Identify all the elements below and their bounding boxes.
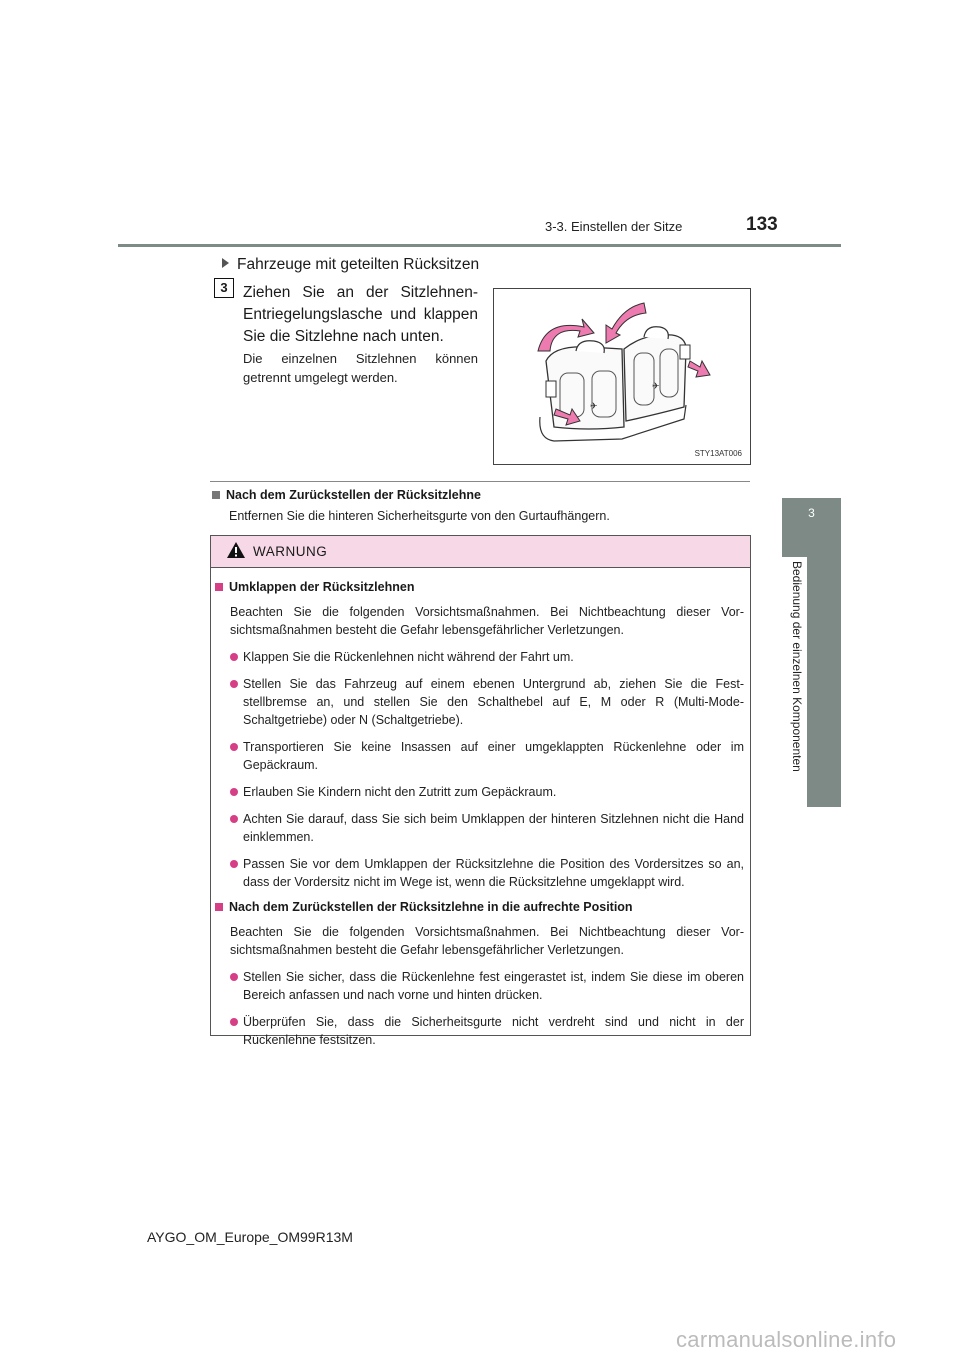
warning-bullet xyxy=(230,1013,744,1049)
footer-document-id: AYGO_OM_Europe_OM99R13M xyxy=(147,1229,353,1245)
square-bullet-icon xyxy=(215,583,223,591)
chapter-number: 3 xyxy=(808,506,815,520)
warning-triangle-icon xyxy=(227,542,245,558)
dot-bullet-icon xyxy=(230,815,238,823)
dot-bullet-icon xyxy=(230,788,238,796)
warning-section-heading xyxy=(215,900,750,914)
warning-bullet-text: Achten Sie darauf, dass Sie sich beim Umklappen der hinteren Sitzlehnen nicht die Hand einklemmen. xyxy=(243,812,744,844)
warning-intro: Beachten Sie die folgenden Vorsichtsmaßnahmen. Bei Nichtbeachtung dieser Vor-sichtsmaßnahmen besteht die Gefahr lebensgefährlicher Verletzungen. xyxy=(230,605,744,637)
warning-section-heading-text: Nach dem Zurückstellen der Rücksitzlehne in die aufrechte Position xyxy=(229,900,633,914)
note-heading xyxy=(212,488,481,502)
subheading xyxy=(222,256,479,274)
chapter-tab xyxy=(782,498,841,557)
page-number: 133 xyxy=(746,214,778,235)
warning-bullet-text: Stellen Sie sicher, dass die Rückenlehne fest eingerastet ist, indem Sie diese im oberen Bereich anfassen und nach vorne und hinten drücken. xyxy=(243,970,744,1002)
warning-title: WARNUNG xyxy=(253,544,328,559)
split-rear-seat-fold-icon xyxy=(494,289,750,464)
header-rule xyxy=(118,244,841,247)
warning-bullet xyxy=(230,968,744,1004)
warning-bullet xyxy=(230,810,744,846)
warning-intro: Beachten Sie die folgenden Vorsichtsmaßnahmen. Bei Nichtbeachtung dieser Vor-sichtsmaßnahmen besteht die Gefahr lebensgefährlicher Verletzungen. xyxy=(230,925,744,957)
figure-code: STY13AT006 xyxy=(694,449,742,458)
triangle-bullet-icon xyxy=(222,258,229,268)
section-divider xyxy=(210,481,750,482)
chapter-title: Bedienung der einzelnen Komponenten xyxy=(790,561,804,772)
warning-bullet-text: Klappen Sie die Rückenlehnen nicht während der Fahrt um. xyxy=(243,650,574,664)
warning-header xyxy=(211,536,750,568)
warning-bullet xyxy=(230,675,744,729)
dot-bullet-icon xyxy=(230,743,238,751)
dot-bullet-icon xyxy=(230,680,238,688)
warning-bullet-text: Überprüfen Sie, dass die Sicherheitsgurte nicht verdreht sind und nicht in der Rückenlehne festsitzen. xyxy=(243,1015,744,1047)
warning-section-heading xyxy=(215,580,750,594)
warning-bullet xyxy=(230,648,744,666)
note-heading-text: Nach dem Zurückstellen der Rücksitzlehne xyxy=(226,488,481,502)
square-bullet-icon xyxy=(212,491,220,499)
step-number: 3 xyxy=(214,278,234,298)
step-instruction: Ziehen Sie an der Sitzlehnen-Entriegelungslasche und klappen Sie die Sitzlehne nach unten. xyxy=(243,284,478,345)
dot-bullet-icon xyxy=(230,1018,238,1026)
svg-text:✈: ✈ xyxy=(652,382,660,392)
warning-box xyxy=(210,535,751,1047)
step-note: Die einzelnen Sitzlehnen können getrennt umgelegt werden. xyxy=(243,351,478,385)
dot-bullet-icon xyxy=(230,860,238,868)
warning-bullet xyxy=(230,855,744,891)
warning-section xyxy=(211,580,750,891)
square-bullet-icon xyxy=(215,903,223,911)
seat-figure xyxy=(493,288,751,465)
note-body: Entfernen Sie die hinteren Sicherheitsgurte von den Gurtaufhängern. xyxy=(229,509,610,523)
subheading-text: Fahrzeuge mit geteilten Rücksitzen xyxy=(237,256,480,273)
dot-bullet-icon xyxy=(230,973,238,981)
warning-bullet-text: Transportieren Sie keine Insassen auf einer umgeklappten Rückenlehne oder im Gepäckraum. xyxy=(243,740,744,772)
warning-section xyxy=(211,900,750,1049)
warning-bullet xyxy=(230,783,744,801)
section-title: 3-3. Einstellen der Sitze xyxy=(545,219,683,234)
watermark: carmanualsonline.info xyxy=(676,1327,897,1352)
dot-bullet-icon xyxy=(230,653,238,661)
warning-content xyxy=(211,580,750,1058)
warning-section-heading-text: Umklappen der Rücksitzlehnen xyxy=(229,580,415,594)
warning-bullet-text: Passen Sie vor dem Umklappen der Rücksitzlehne die Position des Vordersitzes so an, dass der Vordersitz nicht im Wege ist, wenn die Rücksitzlehne umgeklappt wird. xyxy=(243,857,744,889)
chapter-title-vertical xyxy=(782,557,812,807)
warning-bullet-text: Erlauben Sie Kindern nicht den Zutritt zum Gepäckraum. xyxy=(243,785,557,799)
svg-text:✈: ✈ xyxy=(590,402,598,412)
warning-bullet-text: Stellen Sie das Fahrzeug auf einem ebenen Untergrund ab, ziehen Sie die Fest-stellbremse an, und stellen Sie den Schalthebel auf E, M oder R (Multi-Mode-Schaltgetriebe) oder N (Schaltgetriebe). xyxy=(243,677,744,727)
warning-bullet xyxy=(230,738,744,774)
